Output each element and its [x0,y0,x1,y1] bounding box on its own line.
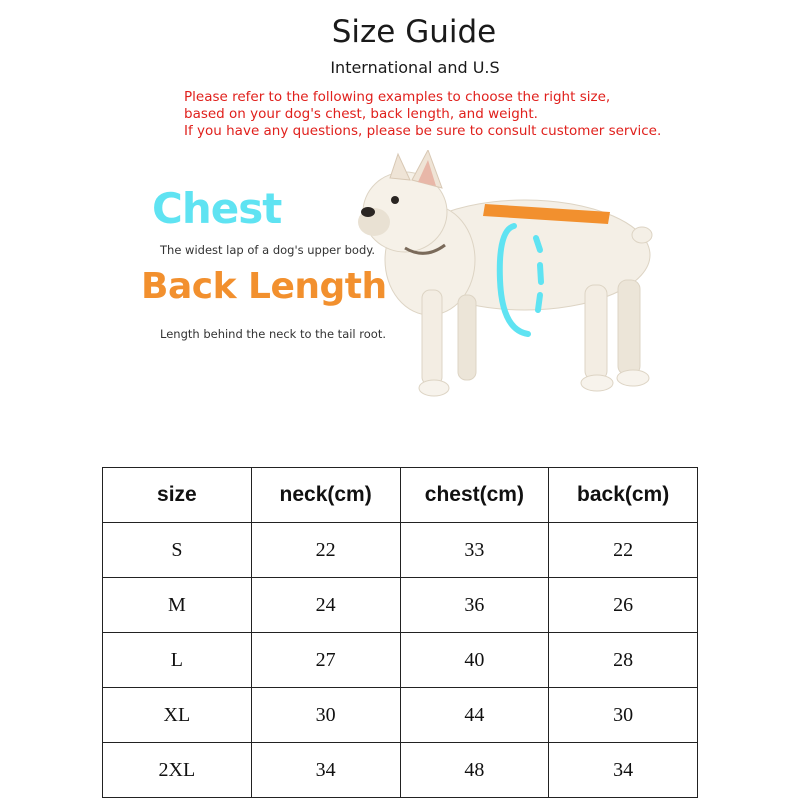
cell-size: S [103,523,252,578]
back-length-description: Length behind the neck to the tail root. [160,327,386,341]
cell-back: 30 [549,688,698,743]
cell-chest: 33 [400,523,549,578]
table-row [103,688,698,743]
cell-chest: 36 [400,578,549,633]
cell-size: 2XL [103,743,252,798]
table-header-row [103,468,698,523]
notice-line: If you have any questions, please be sure to consult customer service. [184,123,662,139]
cell-chest: 44 [400,688,549,743]
table-row [103,523,698,578]
cell-size: XL [103,688,252,743]
size-table [102,467,698,798]
cell-neck: 22 [251,523,400,578]
cell-neck: 24 [251,578,400,633]
cell-back: 22 [549,523,698,578]
cell-back: 26 [549,578,698,633]
cell-back: 34 [549,743,698,798]
column-header-neck: neck(cm) [251,468,400,523]
page-title: Size Guide [331,14,497,50]
size-notice [184,89,704,140]
cell-size: M [103,578,252,633]
column-header-size: size [103,468,252,523]
dog-measurement-illustration [350,150,680,410]
cell-neck: 27 [251,633,400,688]
cell-chest: 48 [400,743,549,798]
chest-heading: Chest [152,184,282,233]
column-header-back: back(cm) [549,468,698,523]
cell-neck: 30 [251,688,400,743]
column-header-chest: chest(cm) [400,468,549,523]
table-row [103,633,698,688]
notice-line: Please refer to the following examples to choose the right size, [184,89,611,105]
page-subtitle: International and U.S [330,58,500,77]
table-row [103,743,698,798]
back-length-heading: Back Length [141,266,387,307]
cell-neck: 34 [251,743,400,798]
chest-description: The widest lap of a dog's upper body. [160,243,376,257]
cell-chest: 40 [400,633,549,688]
table-row [103,578,698,633]
notice-line: based on your dog's chest, back length, and weight. [184,106,538,122]
cell-back: 28 [549,633,698,688]
cell-size: L [103,633,252,688]
